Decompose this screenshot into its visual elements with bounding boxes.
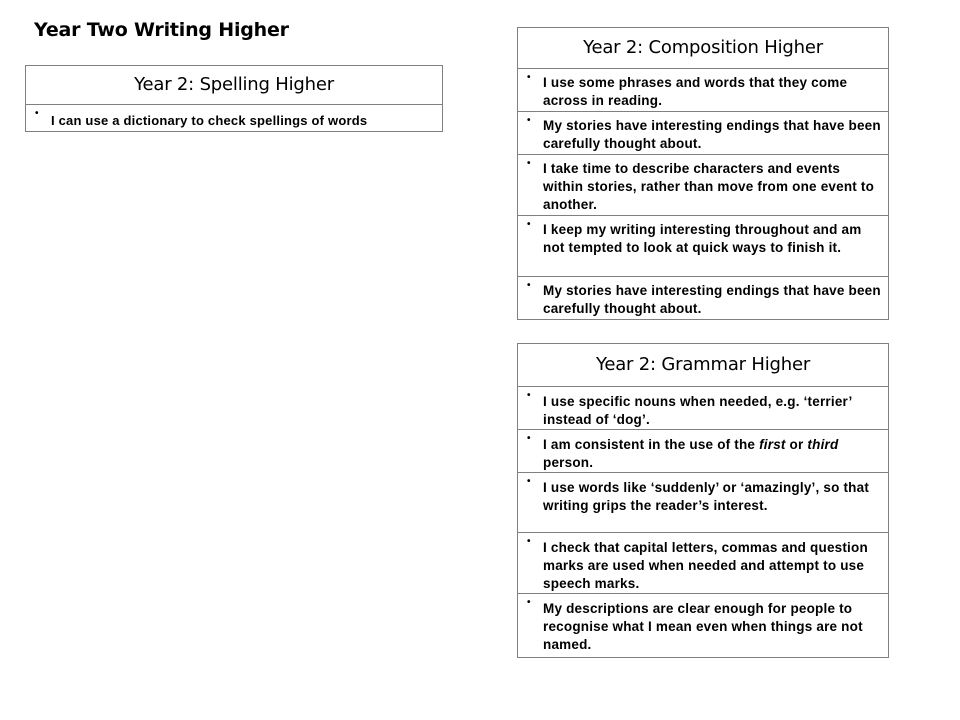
bullet-icon: •	[527, 280, 531, 291]
grammar-item: • My descriptions are clear enough for people to recognise what I mean even when things are not named.	[518, 594, 888, 657]
grammar-item: • I check that capital letters, commas and question marks are used when needed and attempt to use speech marks.	[518, 533, 888, 593]
composition-item: • I use some phrases and words that they come across in reading.	[518, 69, 888, 111]
bullet-icon: •	[527, 115, 531, 126]
bullet-icon: •	[527, 433, 531, 444]
composition-higher-table	[517, 27, 889, 320]
bullet-icon: •	[527, 158, 531, 169]
composition-item: • I keep my writing interesting throughout and am not tempted to look at quick ways to finish it.	[518, 216, 888, 276]
grammar-item: • I use words like ‘suddenly’ or ‘amazingly’, so that writing grips the reader’s interest.	[518, 473, 888, 532]
bullet-icon: •	[527, 536, 531, 547]
bullet-icon: •	[527, 72, 531, 83]
bullet-icon: •	[35, 108, 39, 119]
grammar-item: • I am consistent in the use of the first or third person.	[518, 430, 888, 472]
spelling-item: • I can use a dictionary to check spellings of words	[26, 105, 442, 131]
composition-item: • My stories have interesting endings that have been carefully thought about.	[518, 277, 888, 319]
spelling-table-title: Year 2: Spelling Higher	[26, 66, 443, 105]
bullet-icon: •	[527, 476, 531, 487]
composition-item: • My stories have interesting endings that have been carefully thought about.	[518, 112, 888, 154]
bullet-icon: •	[527, 219, 531, 230]
spelling-higher-table	[25, 65, 443, 132]
composition-table-title: Year 2: Composition Higher	[518, 28, 889, 69]
bullet-icon: •	[527, 390, 531, 401]
grammar-higher-table	[517, 343, 889, 658]
page-title: Year Two Writing Higher	[34, 19, 289, 41]
grammar-table-title: Year 2: Grammar Higher	[518, 344, 889, 387]
bullet-icon: •	[527, 597, 531, 608]
grammar-item: • I use specific nouns when needed, e.g. ‘terrier’ instead of ‘dog’.	[518, 387, 888, 429]
composition-item: • I take time to describe characters and events within stories, rather than move from one event to another.	[518, 155, 888, 215]
